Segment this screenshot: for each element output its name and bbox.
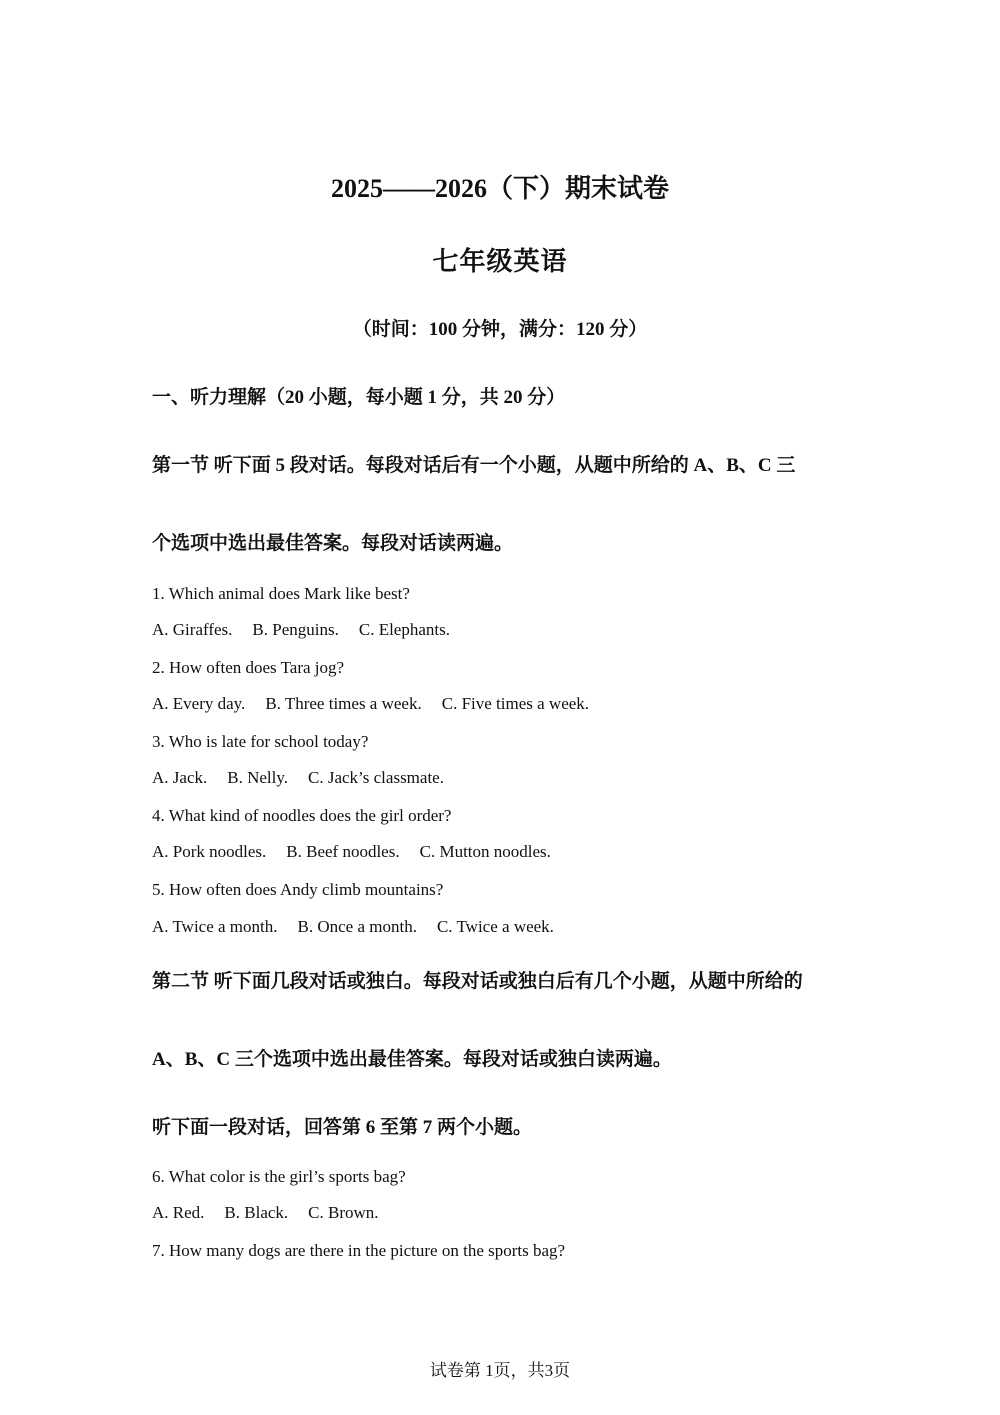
section2-instruction-line1: 第二节 听下面几段对话或独白。每段对话或独白后有几个小题，从题中所给的	[152, 971, 803, 992]
option-c: C. Mutton noodles.	[419, 842, 551, 861]
option-c: C. Elephants.	[358, 620, 450, 639]
section2-instruction-line2: A、B、C 三个选项中选出最佳答案。每段对话或独白读两遍。	[152, 1049, 672, 1070]
question-2-options	[152, 694, 609, 714]
option-a: A. Jack.	[152, 768, 208, 787]
part1-heading: 一、听力理解（20 小题，每小题 1 分，共 20 分）	[152, 387, 566, 408]
question-5: 5. How often does Andy climb mountains?	[152, 880, 444, 899]
question-1: 1. Which animal does Mark like best?	[152, 584, 410, 603]
option-c: C. Jack’s classmate.	[308, 768, 444, 787]
option-a: A. Every day.	[152, 694, 246, 713]
section1-instruction-line1: 第一节 听下面 5 段对话。每段对话后有一个小题，从题中所给的 A、B、C 三	[152, 455, 796, 476]
option-a: A. Pork noodles.	[152, 842, 267, 861]
page-footer: 试卷第 1页，共3页	[429, 1361, 571, 1380]
option-a: A. Giraffes.	[152, 620, 233, 639]
section1-instruction-line2: 个选项中选出最佳答案。每段对话读两遍。	[152, 533, 514, 554]
option-b: B. Black.	[224, 1203, 289, 1222]
question-3-options	[152, 768, 464, 788]
question-6: 6. What color is the girl’s sports bag?	[152, 1167, 406, 1186]
option-b: B. Nelly.	[227, 768, 288, 787]
option-b: B. Once a month.	[297, 917, 417, 936]
exam-subject: 七年级英语	[432, 247, 568, 276]
exam-title: 2025——2026（下）期末试卷	[330, 174, 669, 203]
option-a: A. Red.	[152, 1203, 205, 1222]
option-c: C. Five times a week.	[441, 694, 590, 713]
exam-info: （时间：100 分钟，满分：120 分）	[352, 319, 648, 340]
question-4-options	[152, 842, 571, 862]
question-1-options	[152, 620, 470, 640]
question-7: 7. How many dogs are there in the picture on the sports bag?	[152, 1241, 566, 1260]
question-6-options	[152, 1203, 399, 1223]
option-b: B. Beef noodles.	[286, 842, 400, 861]
question-3: 3. Who is late for school today?	[152, 732, 369, 751]
question-4: 4. What kind of noodles does the girl order?	[152, 806, 452, 825]
option-c: C. Brown.	[308, 1203, 379, 1222]
option-b: B. Three times a week.	[265, 694, 422, 713]
question-2: 2. How often does Tara jog?	[152, 658, 345, 677]
option-a: A. Twice a month.	[152, 917, 278, 936]
option-c: C. Twice a week.	[436, 917, 554, 936]
option-b: B. Penguins.	[252, 620, 339, 639]
section2-sub-instruction: 听下面一段对话，回答第 6 至第 7 两个小题。	[152, 1117, 533, 1138]
question-5-options	[152, 917, 574, 937]
